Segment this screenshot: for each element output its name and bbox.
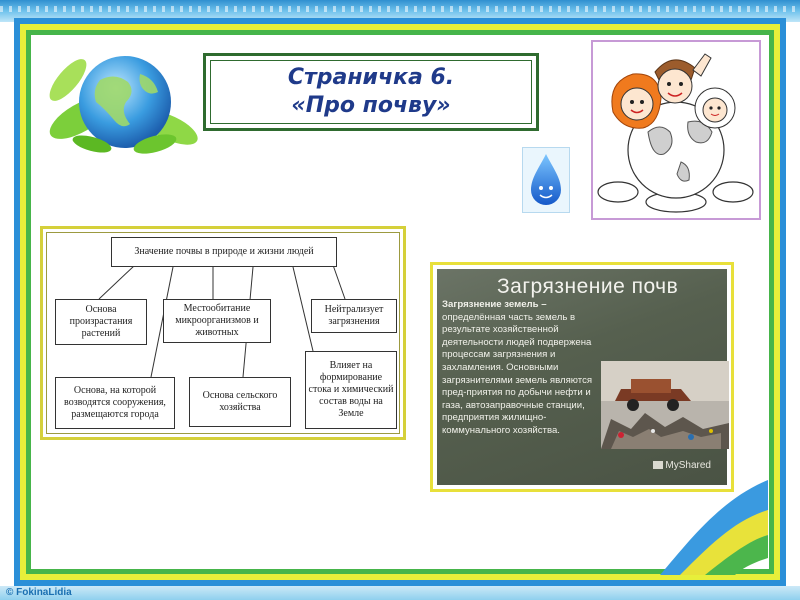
diagram-item: Нейтрализует загрязнения (311, 299, 397, 333)
slide-body: определённая часть земель в результате хозяйственной деятельности людей подвержена процессам загрязнения и захламления. Основными загрязнителями земель являются пред-приятия по добычи нефти и газа, автозаправочные станции, предприятия жилищно-коммунального хозяйства. (442, 311, 593, 436)
ribbon-decoration (650, 440, 770, 575)
diagram-item: Местообитание микроорганизмов и животных (163, 299, 271, 343)
diagram-item: Основа, на которой возводятся сооружения, размещаются города (55, 377, 175, 429)
diagram-root: Значение почвы в природе и жизни людей (111, 237, 337, 267)
page-title-box (203, 53, 539, 131)
diagram-item: Основа сельского хозяйства (189, 377, 291, 427)
page-title-line1: Страничка 6. (287, 65, 455, 90)
page-title-line2: «Про почву» (291, 93, 451, 118)
slide-title: Загрязнение почв (497, 275, 679, 298)
diagram-item: Основа произрастания растений (55, 299, 147, 345)
globe-icon (30, 40, 200, 160)
children-globe-picture (591, 40, 761, 220)
watermark-label: MyShared (665, 460, 711, 471)
diagram-item: Влияет на формирование стока и химический состав воды на Земле (305, 351, 397, 429)
water-drop-icon (522, 147, 570, 213)
soil-importance-diagram (40, 226, 406, 440)
author-credit: © FokinaLidia (6, 587, 72, 598)
landfill-photo (601, 361, 729, 449)
slide-text (442, 299, 600, 438)
slide-term: Загрязнение земель – (442, 299, 547, 310)
bottom-decor-band (0, 586, 800, 600)
